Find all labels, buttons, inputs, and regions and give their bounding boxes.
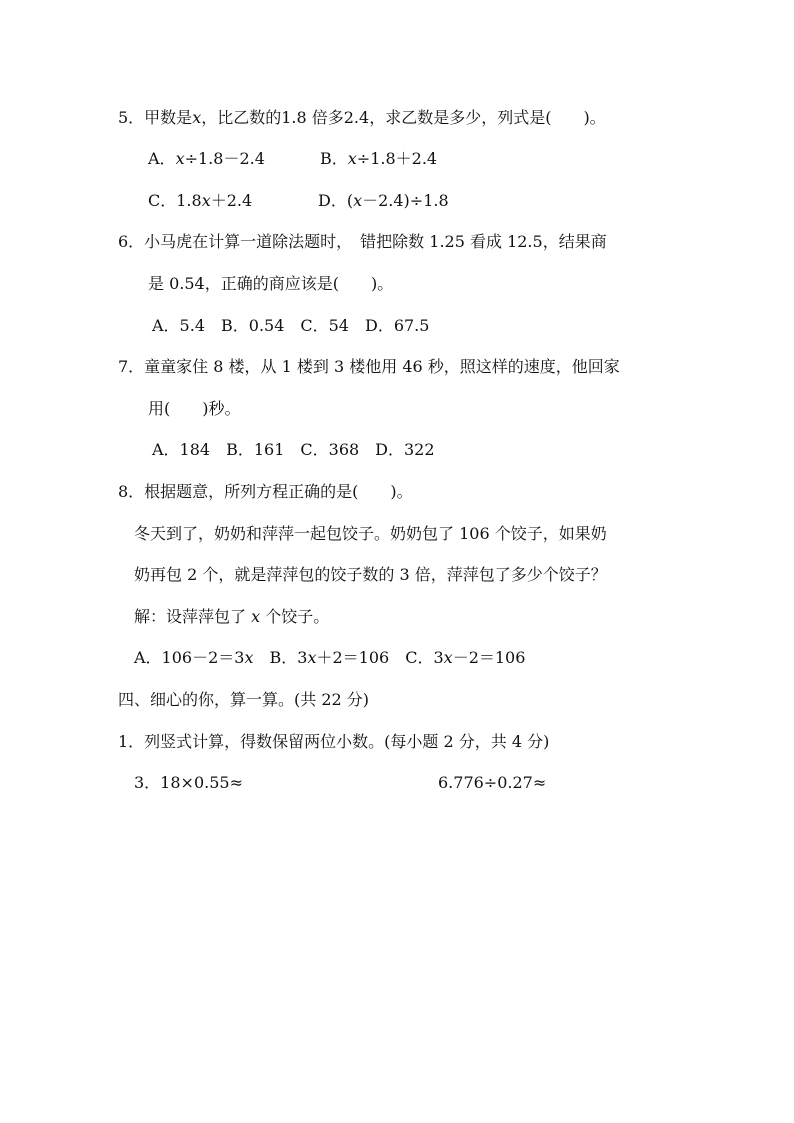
q8-option-a-variable: x [244,648,254,667]
q5-option-d [318,191,449,211]
q8-solve-variable: x [251,607,261,626]
q5-option-a [148,149,265,169]
q8-options [134,648,525,668]
q5-option-a-variable: x [175,149,185,168]
section-4-title: 四、细心的你，算一算。(共 22 分) [118,690,370,709]
q8-option-c-expression: －2＝106 [452,648,526,667]
q5-option-c [148,191,252,211]
q5-stem-text: 5．甲数是 [118,108,193,127]
q5-option-a-expression: ÷1.8－2.4 [184,149,265,168]
q8-option-b: B．3 [253,648,308,667]
q5-option-a-label: A． [148,149,176,168]
q8-context-line-1: 冬天到了，奶奶和萍萍一起包饺子。奶奶包了 106 个饺子，如果奶 [134,524,607,543]
q6-stem-line-1: 6．小马虎在计算一道除法题时， 错把除数 1.25 看成 12.5，结果商 [118,232,607,251]
calc-problem-right: 6.776÷0.27≈ [438,773,547,792]
q5-stem [118,108,606,128]
q5-option-b-expression: ÷1.8＋2.4 [356,149,438,168]
q8-solve-text-2: 个饺子。 [265,607,330,626]
q5-stem-variable: x [192,108,202,127]
q6-options: A．5.4 B．0.54 C．54 D．67.5 [152,316,430,335]
q5-option-b-label: B． [320,149,348,168]
q7-options: A．184 B．161 C．368 D．322 [152,440,435,459]
q7-stem-line-2: 用( )秒。 [148,399,241,418]
q7-stem-line-1: 7．童童家住 8 楼，从 1 楼到 3 楼他用 46 秒，照这样的速度，他回家 [118,357,620,376]
q8-context-line-2: 奶再包 2 个，就是萍萍包的饺子数的 3 倍，萍萍包了多少个饺子？ [134,565,607,584]
q5-option-d-label: D．( [318,191,354,210]
q8-option-c: C．3 [389,648,444,667]
q5-option-c-variable: x [201,191,211,210]
q6-stem-line-2: 是 0.54，正确的商应该是( )。 [148,274,394,293]
q8-solve-text: 解：设萍萍包了 [134,607,247,626]
q5-option-c-label: C．1.8 [148,191,202,210]
q8-stem: 8．根据题意，所列方程正确的是( )。 [118,482,413,501]
q8-solve-line [134,607,329,627]
q8-option-c-variable: x [443,648,453,667]
q8-option-b-expression: ＋2＝106 [316,648,390,667]
q5-stem-text-2: ，比乙数的1.8 倍多2.4，求乙数是多少，列式是( )。 [201,108,606,127]
q8-option-a: A．106－2＝3 [134,648,245,667]
q8-option-b-variable: x [307,648,317,667]
q5-option-b-variable: x [347,149,357,168]
q5-option-c-expression: ＋2.4 [210,191,253,210]
q5-option-b [320,149,437,169]
calc-problem-left: 3．18×0.55≈ [134,773,243,792]
q5-option-d-variable: x [353,191,363,210]
section-4-subquestion-1: 1．列竖式计算，得数保留两位小数。(每小题 2 分，共 4 分) [118,732,550,751]
q5-option-d-expression: －2.4)÷1.8 [362,191,449,210]
